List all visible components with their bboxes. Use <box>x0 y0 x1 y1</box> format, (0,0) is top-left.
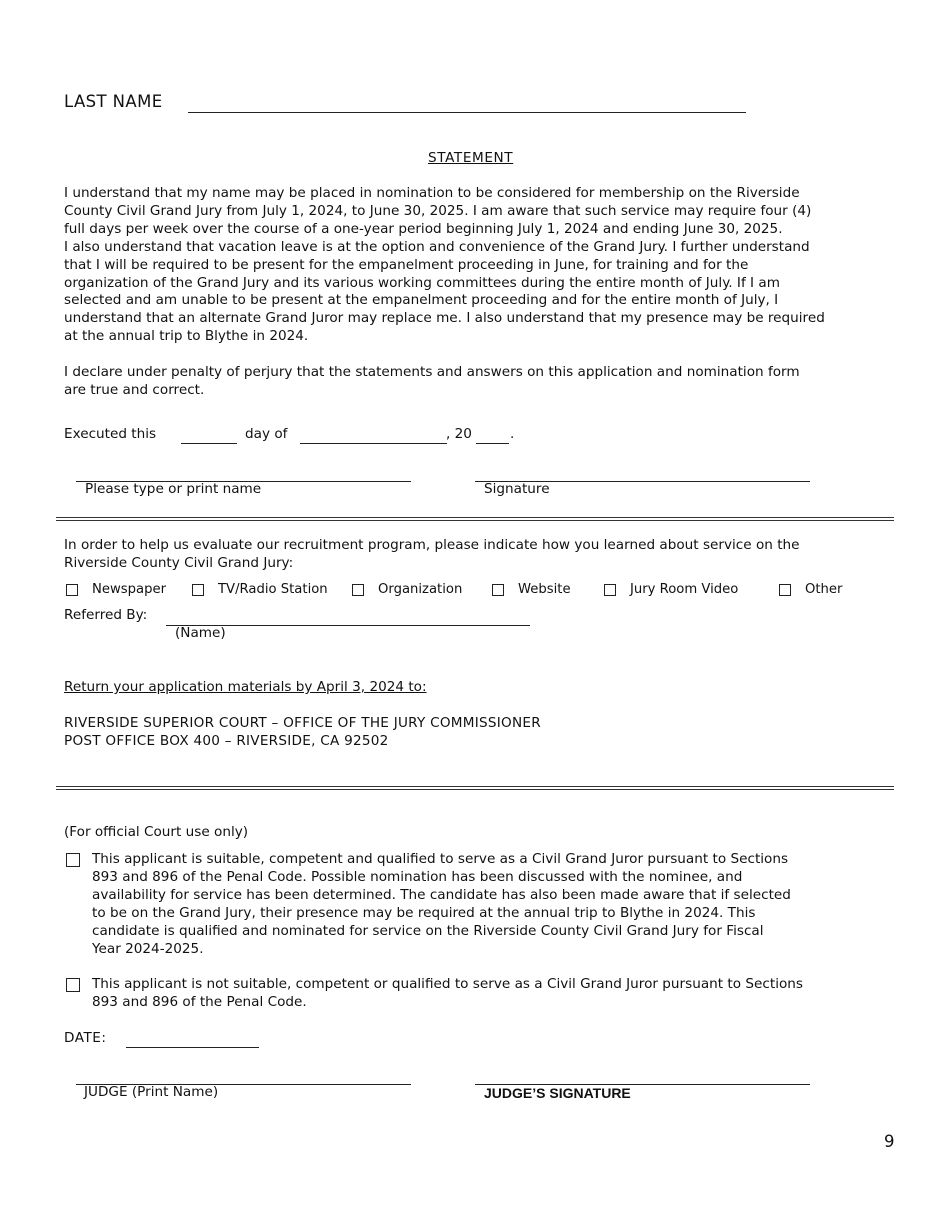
perjury-declaration: I declare under penalty of perjury that the statements and answers on this application and nomination form are true and correct. <box>64 364 800 398</box>
executed-label: Executed this <box>64 426 157 442</box>
executed-year-field[interactable] <box>476 443 509 444</box>
not-suitable-checkbox[interactable] <box>66 978 80 992</box>
date-field[interactable] <box>126 1047 259 1048</box>
referred-by-label: Referred By: <box>64 607 148 623</box>
official-use-heading: (For official Court use only) <box>64 824 249 840</box>
not-suitable-statement: This applicant is not suitable, competent or qualified to serve as a Civil Grand Juror pursuant to Sections 893 and 896 of the Penal Code. <box>92 976 803 1010</box>
statement-paragraph: I understand that my name may be placed in nomination to be considered for membership on the Riverside County Civil Grand Jury from July 1, 2024, to June 30, 2025. I am aware that such service may require four (4) full days per week over the course of a one-year period beginning July 1, 2024 and ending June 30, 2025. I also understand that vacation leave is at the option and convenience of the Grand Jury. I further understand that I will be required to be present for the empanelment proceeding in June, for training and for the organization of the Grand Jury and its various working committees during the entire month of July. If I am selected and am unable to be present at the empanelment proceeding and for the entire month of July, I understand that an alternate Grand Juror may replace me. I also understand that my presence may be required at the annual trip to Blythe in 2024. <box>64 185 825 345</box>
tv-radio-checkbox[interactable] <box>192 584 204 596</box>
section-divider <box>56 517 894 521</box>
other-checkbox[interactable] <box>779 584 791 596</box>
last-name-field[interactable] <box>188 112 746 113</box>
newspaper-checkbox[interactable] <box>66 584 78 596</box>
recruitment-intro: In order to help us evaluate our recruitment program, please indicate how you learned about service on the Riverside County Civil Grand Jury: <box>64 537 800 571</box>
signature-label: Signature <box>484 481 550 497</box>
jury-room-video-checkbox[interactable] <box>604 584 616 596</box>
address-line-1: RIVERSIDE SUPERIOR COURT – OFFICE OF THE JURY COMMISSIONER <box>64 715 541 731</box>
address-line-2: POST OFFICE BOX 400 – RIVERSIDE, CA 92502 <box>64 733 389 749</box>
jury-room-video-label: Jury Room Video <box>630 582 739 597</box>
day-of-label: day of <box>245 426 288 442</box>
return-heading: Return your application materials by April 3, 2024 to: <box>64 679 427 695</box>
date-label: DATE: <box>64 1030 107 1046</box>
year-prefix: , 20 <box>446 426 472 442</box>
other-label: Other <box>805 582 843 597</box>
suitable-checkbox[interactable] <box>66 853 80 867</box>
organization-checkbox[interactable] <box>352 584 364 596</box>
newspaper-label: Newspaper <box>92 582 166 597</box>
referred-name-caption: (Name) <box>175 625 226 641</box>
judge-signature-label: JUDGE’S SIGNATURE <box>484 1085 631 1101</box>
judge-name-label: JUDGE (Print Name) <box>84 1084 219 1100</box>
section-divider-2 <box>56 786 894 790</box>
executed-period: . <box>510 426 515 442</box>
website-checkbox[interactable] <box>492 584 504 596</box>
tv-radio-label: TV/Radio Station <box>218 582 328 597</box>
statement-title: STATEMENT <box>428 150 514 166</box>
executed-month-field[interactable] <box>300 443 447 444</box>
print-name-label: Please type or print name <box>85 481 262 497</box>
organization-label: Organization <box>378 582 463 597</box>
last-name-label: LAST NAME <box>64 92 163 111</box>
executed-day-field[interactable] <box>181 443 237 444</box>
page-number: 9 <box>884 1132 895 1151</box>
suitable-statement: This applicant is suitable, competent and qualified to serve as a Civil Grand Juror pursuant to Sections 893 and 896 of the Penal Code. Possible nomination has been discussed with the nominee, and availability for service has been determined. The candidate has also been made aware that if selected to be on the Grand Jury, their presence may be required at the annual trip to Blythe in 2024. This candidate is qualified and nominated for service on the Riverside County Civil Grand Jury for Fiscal Year 2024-2025. <box>92 851 791 957</box>
website-label: Website <box>518 582 571 597</box>
